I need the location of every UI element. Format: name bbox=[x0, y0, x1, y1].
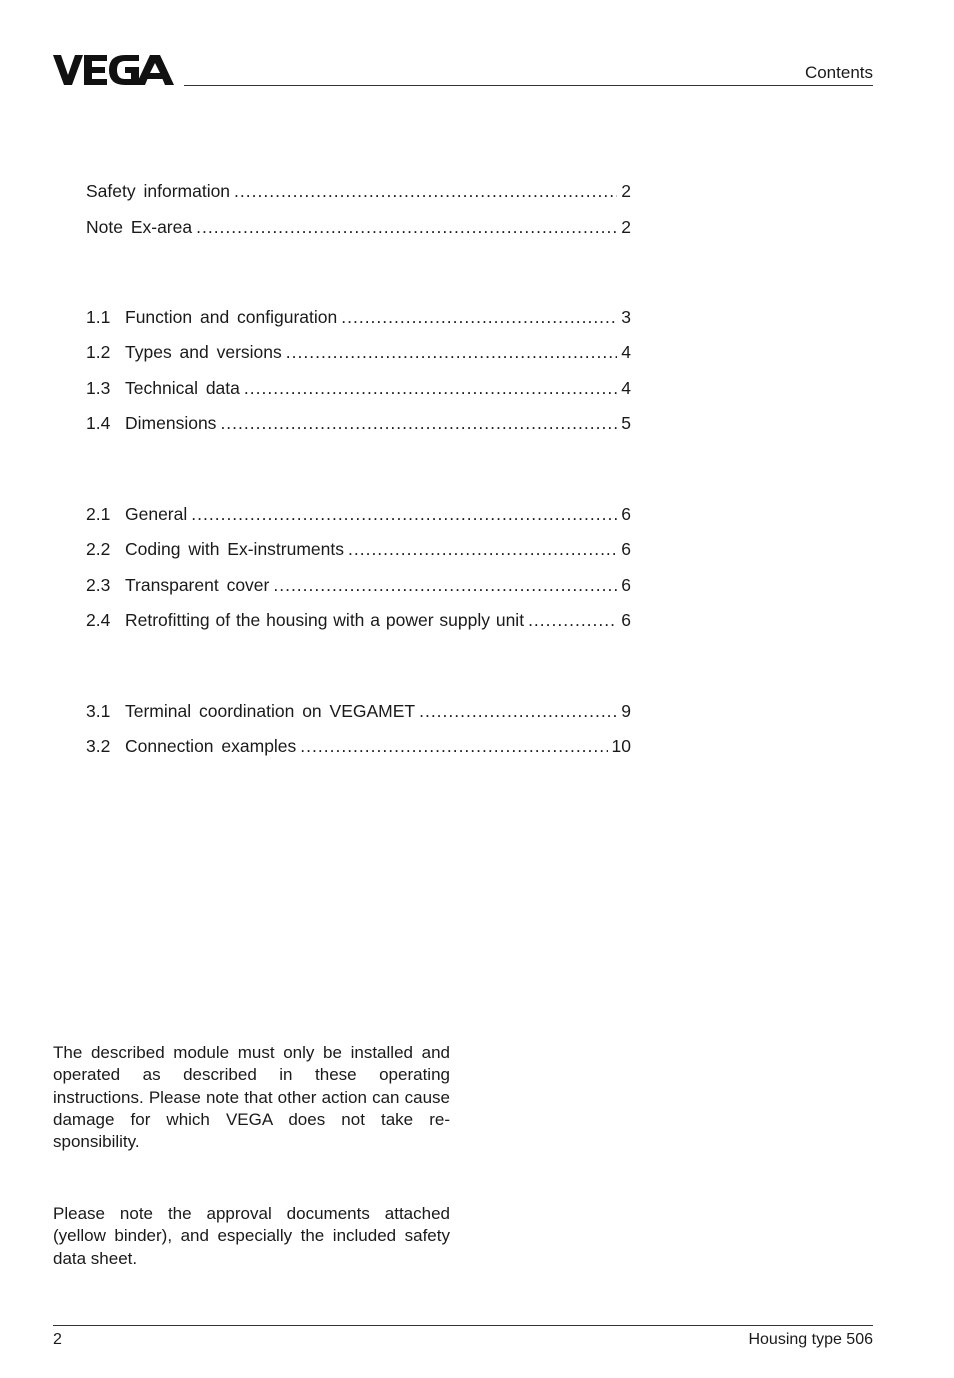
toc-leader-dots bbox=[273, 575, 617, 596]
toc-entry-page: 5 bbox=[621, 413, 631, 433]
toc-entry-1-4[interactable] bbox=[86, 413, 631, 437]
toc-leader-dots bbox=[234, 181, 617, 202]
toc-leader-dots bbox=[196, 217, 617, 238]
toc-entry-number: 1.1 bbox=[86, 307, 111, 327]
toc-entry-title: Dimensions bbox=[125, 413, 217, 433]
toc-entry-number: 1.2 bbox=[86, 342, 111, 362]
toc-entry-number: 2.4 bbox=[86, 610, 111, 630]
toc-entry-title: Function and configuration bbox=[125, 307, 338, 327]
toc-leader-dots bbox=[341, 307, 617, 328]
toc-entry-1-1[interactable] bbox=[86, 307, 631, 331]
toc-entry-page: 6 bbox=[621, 575, 631, 595]
toc-entry-page: 2 bbox=[621, 217, 631, 237]
toc-entry-title: Note Ex-area bbox=[86, 217, 193, 237]
footer-rule bbox=[53, 1325, 873, 1326]
table-of-contents bbox=[86, 0, 631, 800]
toc-entry-title: Technical data bbox=[125, 378, 240, 398]
toc-entry-2-1[interactable] bbox=[86, 504, 631, 528]
toc-entry-page: 6 bbox=[621, 539, 631, 559]
toc-entry-number: 3.1 bbox=[86, 701, 111, 721]
toc-entry-number: 1.3 bbox=[86, 378, 111, 398]
page-number: 2 bbox=[53, 1331, 62, 1348]
safety-paragraph: The described module must only be installed and operated as described in these operating instructions. Please note that other action can cause damage for which VEGA does not take re-sponsibility. bbox=[53, 1043, 450, 1152]
toc-entry-safety-information[interactable] bbox=[86, 181, 631, 205]
toc-entry-3-1[interactable] bbox=[86, 701, 631, 725]
toc-leader-dots bbox=[348, 539, 617, 560]
toc-entry-note-ex-area[interactable] bbox=[86, 217, 631, 241]
toc-leader-dots bbox=[244, 378, 617, 399]
toc-entry-page: 6 bbox=[621, 610, 631, 630]
toc-entry-title: Safety information bbox=[86, 181, 231, 201]
toc-entry-title: Retrofitting of the housing with a power supply unit bbox=[125, 610, 525, 630]
toc-entry-title: Coding with Ex-instruments bbox=[125, 539, 344, 559]
toc-entry-page: 9 bbox=[621, 701, 631, 721]
toc-entry-title: Connection examples bbox=[125, 736, 297, 756]
toc-entry-2-4[interactable] bbox=[86, 610, 631, 634]
toc-entry-1-3[interactable] bbox=[86, 378, 631, 402]
ex-area-paragraph: Please note the approval documents attached (yellow binder), and especially the included safety data sheet. bbox=[53, 1204, 450, 1268]
toc-entry-3-2[interactable] bbox=[86, 736, 631, 760]
toc-entry-number: 3.2 bbox=[86, 736, 111, 756]
toc-entry-title: Types and versions bbox=[125, 342, 282, 362]
toc-entry-page: 2 bbox=[621, 181, 631, 201]
toc-entry-1-2[interactable] bbox=[86, 342, 631, 366]
toc-leader-dots bbox=[220, 413, 617, 434]
toc-leader-dots bbox=[419, 701, 617, 722]
toc-entry-2-2[interactable] bbox=[86, 539, 631, 563]
toc-entry-2-3[interactable] bbox=[86, 575, 631, 599]
document-title: Housing type 506 bbox=[748, 1331, 873, 1348]
toc-entry-title: Terminal coordination on VEGAMET bbox=[125, 701, 416, 721]
toc-entry-page: 10 bbox=[611, 736, 631, 756]
toc-entry-page: 6 bbox=[621, 504, 631, 524]
toc-entry-title: Transparent cover bbox=[125, 575, 270, 595]
section-label: Contents bbox=[804, 63, 873, 82]
toc-leader-dots bbox=[286, 342, 617, 363]
toc-entry-title: General bbox=[125, 504, 188, 524]
toc-leader-dots bbox=[528, 610, 617, 631]
toc-entry-page: 4 bbox=[621, 342, 631, 362]
toc-entry-number: 2.3 bbox=[86, 575, 111, 595]
toc-leader-dots bbox=[191, 504, 617, 525]
toc-entry-page: 3 bbox=[621, 307, 631, 327]
toc-entry-number: 1.4 bbox=[86, 413, 111, 433]
toc-leader-dots bbox=[300, 736, 607, 757]
toc-entry-number: 2.2 bbox=[86, 539, 111, 559]
toc-entry-page: 4 bbox=[621, 378, 631, 398]
toc-entry-number: 2.1 bbox=[86, 504, 111, 524]
